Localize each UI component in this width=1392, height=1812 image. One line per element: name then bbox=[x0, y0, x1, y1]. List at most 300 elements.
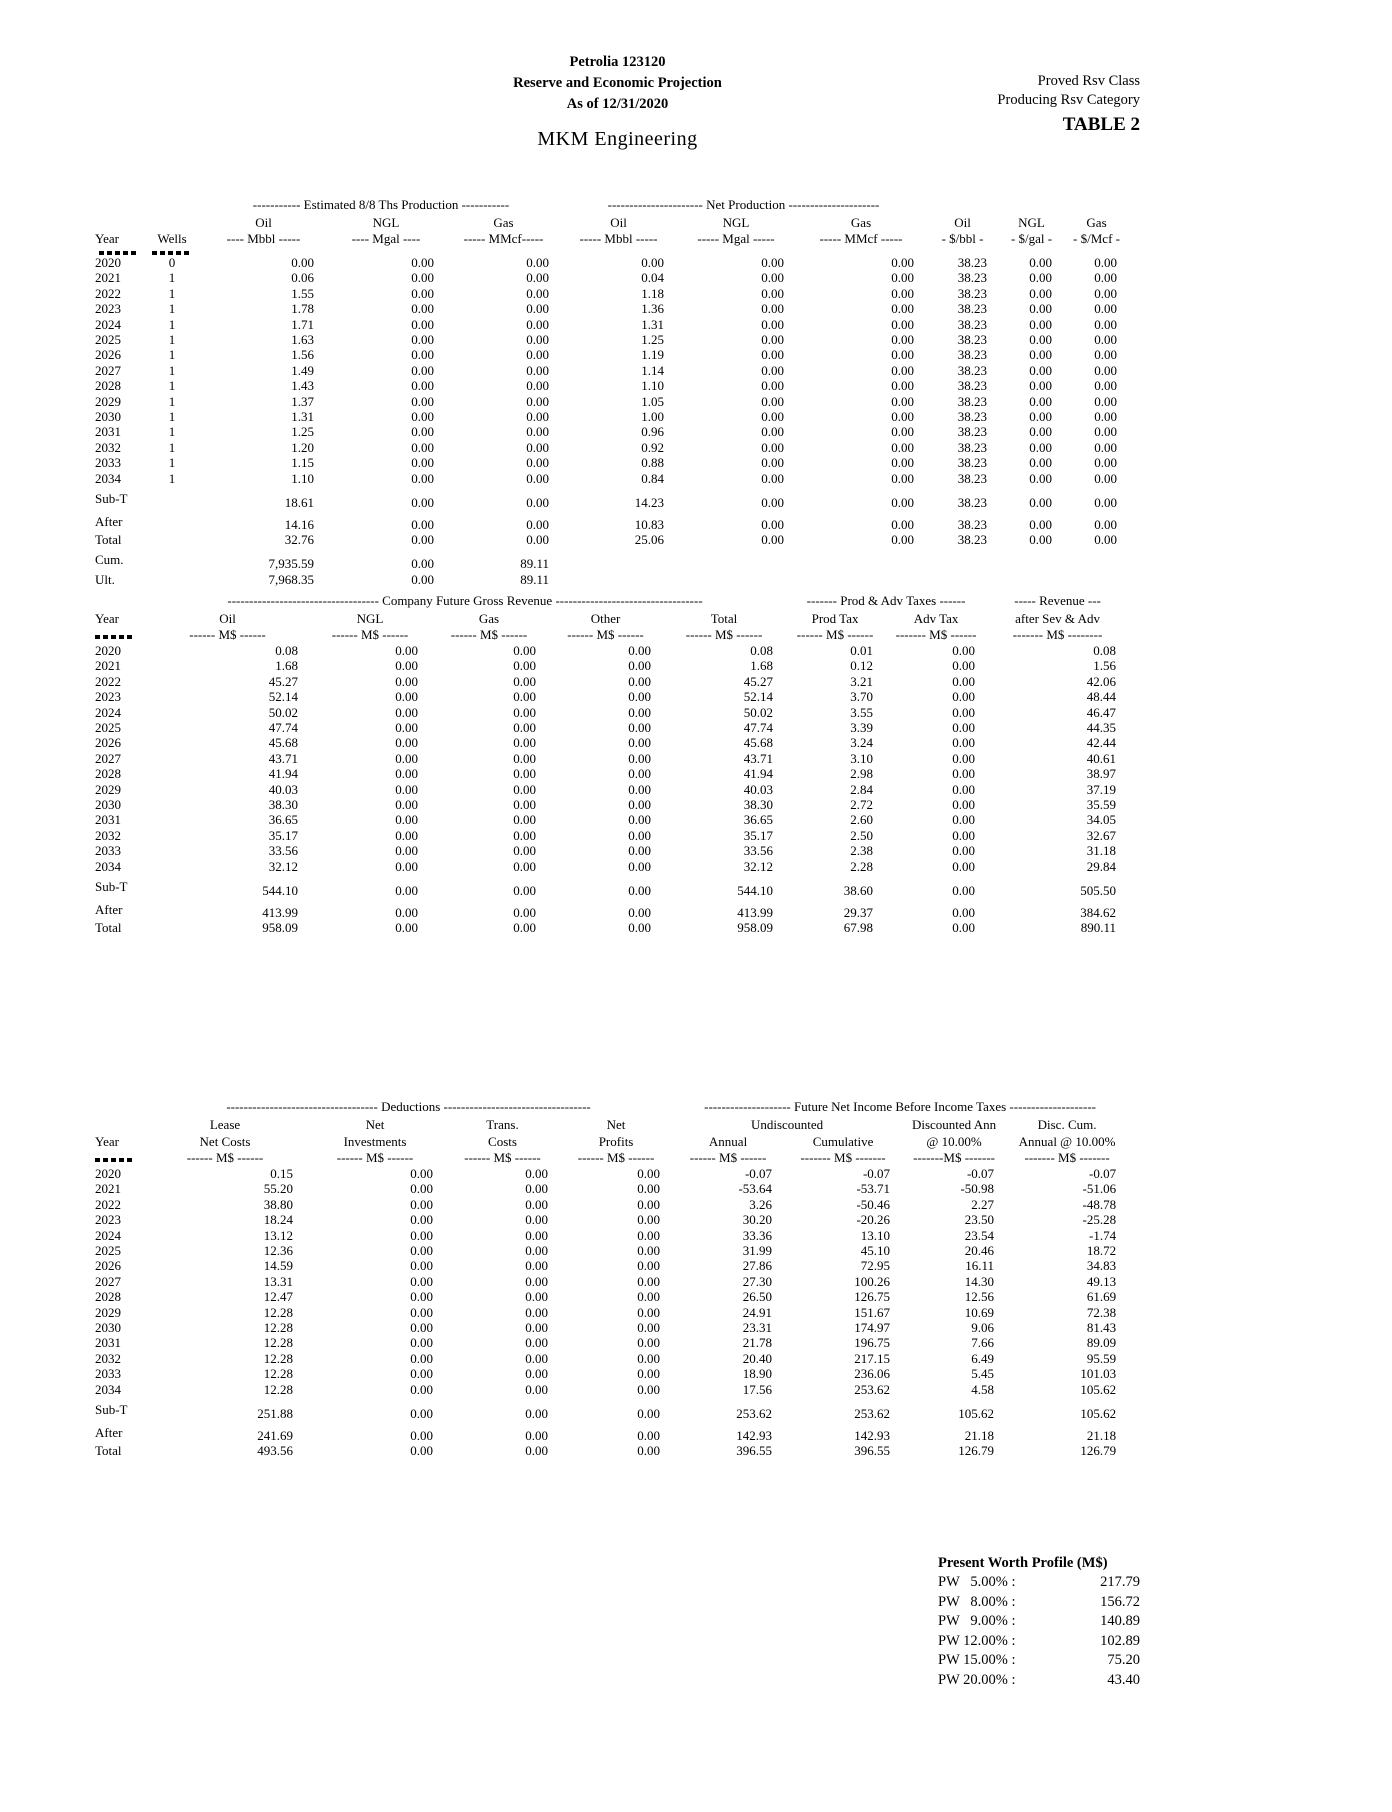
table-cell: 50.02 bbox=[743, 704, 774, 720]
net-income-table bbox=[95, 1098, 1128, 1458]
table-row bbox=[95, 378, 1129, 393]
unit-dollar-gal: - $/gal - bbox=[1010, 231, 1053, 246]
unit-ms: ------- M$ ------- bbox=[800, 1150, 886, 1165]
table-cell: 1.63 bbox=[291, 332, 314, 348]
table-cell: 12.28 bbox=[263, 1320, 293, 1336]
table-row bbox=[95, 547, 1129, 571]
table-cell: 0.00 bbox=[525, 1335, 548, 1351]
table-cell: 0.00 bbox=[410, 1366, 433, 1382]
table-cell: 81.43 bbox=[1086, 1320, 1117, 1336]
table-row bbox=[95, 658, 1128, 673]
year-underline bbox=[95, 247, 143, 255]
table-cell: -53.64 bbox=[738, 1181, 773, 1197]
table-cell: 0.00 bbox=[637, 1427, 661, 1443]
table-cell: 493.56 bbox=[257, 1442, 293, 1458]
table-cell: 544.10 bbox=[262, 883, 298, 899]
table-cell: 43.71 bbox=[268, 750, 298, 766]
table-cell: Sub-T bbox=[95, 490, 128, 506]
col-after-sev-adv: after Sev & Adv bbox=[1015, 611, 1100, 626]
table-cell: 958.09 bbox=[737, 919, 774, 935]
table-cell: 0.00 bbox=[291, 255, 314, 270]
pw-value: 43.40 bbox=[1107, 1671, 1140, 1688]
table-cell: 95.59 bbox=[1086, 1350, 1117, 1366]
table-cell: 61.69 bbox=[1086, 1289, 1117, 1305]
table-cell: 0.00 bbox=[513, 673, 536, 689]
spacer bbox=[926, 196, 1129, 214]
table-cell: 0.00 bbox=[395, 720, 418, 736]
table-cell: 0.00 bbox=[395, 766, 418, 782]
table-cell: 1.31 bbox=[641, 316, 665, 332]
table-cell: 0.00 bbox=[395, 919, 418, 935]
table-cell: 0 bbox=[168, 255, 176, 270]
table-cell: 0.00 bbox=[891, 531, 915, 547]
table-cell: 0.00 bbox=[513, 766, 536, 782]
pw-value: 140.89 bbox=[1100, 1613, 1140, 1630]
col-oil: Oil bbox=[255, 215, 272, 230]
table-cell: 3.70 bbox=[850, 689, 874, 705]
table-cell: 0.00 bbox=[891, 393, 915, 409]
table-cell: 1 bbox=[168, 285, 176, 301]
table-cell: 0.00 bbox=[761, 285, 785, 301]
table-cell: 100.26 bbox=[854, 1273, 891, 1289]
table-row bbox=[95, 1212, 1128, 1227]
unit-ms: ------ M$ ------ bbox=[189, 627, 266, 642]
unit-ms: ------ M$ ------ bbox=[796, 627, 874, 642]
table-row bbox=[95, 532, 1129, 547]
table-cell: 47.74 bbox=[268, 720, 298, 736]
table-row bbox=[95, 899, 1128, 920]
table-cell: 0.00 bbox=[952, 704, 976, 720]
table-cell: 0.00 bbox=[411, 516, 434, 532]
table-cell: 0.00 bbox=[952, 720, 976, 736]
table-cell: 1.68 bbox=[750, 658, 774, 674]
table-cell: 0.00 bbox=[1094, 455, 1118, 471]
table-cell: 0.00 bbox=[411, 455, 434, 471]
table-cell: 0.00 bbox=[891, 378, 915, 394]
table-cell: 0.00 bbox=[637, 1227, 661, 1243]
table-cell: 67.98 bbox=[843, 919, 874, 935]
table-cell: 38.23 bbox=[957, 316, 988, 332]
table-cell: 29.84 bbox=[1086, 858, 1117, 874]
table-cell: 0.84 bbox=[641, 470, 665, 486]
units-row bbox=[95, 231, 1129, 247]
table-cell: 0.00 bbox=[525, 1350, 548, 1366]
table-cell: 0.00 bbox=[1094, 495, 1118, 511]
table-row bbox=[95, 455, 1129, 470]
table-cell: 0.00 bbox=[1029, 470, 1053, 486]
table-cell: Sub-T bbox=[95, 878, 128, 894]
table-cell: 21.18 bbox=[964, 1427, 995, 1443]
table-cell: 1 bbox=[168, 439, 176, 455]
table-cell: 0.00 bbox=[513, 750, 536, 766]
table-cell: 126.79 bbox=[1080, 1442, 1117, 1458]
table-cell: 1 bbox=[168, 332, 176, 348]
table-cell: 38.23 bbox=[957, 378, 988, 394]
table-cell: 0.00 bbox=[637, 1320, 661, 1336]
table-cell: 6.49 bbox=[971, 1350, 995, 1366]
table-cell: 0.00 bbox=[526, 255, 550, 270]
table-cell: 0.00 bbox=[410, 1381, 433, 1397]
unit-ms: ------- M$ ------ bbox=[895, 627, 977, 642]
table-cell: 0.96 bbox=[641, 424, 665, 440]
table-cell: 2033 bbox=[95, 843, 121, 859]
table-cell: 0.00 bbox=[513, 643, 536, 658]
table-row bbox=[95, 1366, 1128, 1381]
table-cell: 0.00 bbox=[411, 362, 434, 378]
table-cell: 0.00 bbox=[410, 1350, 433, 1366]
table-cell: 38.23 bbox=[957, 531, 988, 547]
table-cell: 33.36 bbox=[742, 1227, 773, 1243]
table-cell: 2031 bbox=[95, 424, 121, 440]
table-cell: 0.00 bbox=[761, 531, 785, 547]
table-cell: 38.30 bbox=[268, 797, 298, 813]
table-cell: 1.78 bbox=[291, 301, 314, 317]
table-cell: 0.00 bbox=[411, 393, 434, 409]
table-cell: 1 bbox=[168, 378, 176, 394]
table-cell: 0.00 bbox=[637, 1273, 661, 1289]
table-cell: 38.23 bbox=[957, 455, 988, 471]
table-cell: 2033 bbox=[95, 1366, 121, 1382]
table-cell: 38.23 bbox=[957, 270, 988, 286]
table-cell: 36.65 bbox=[268, 812, 298, 828]
table-cell: 0.00 bbox=[637, 1381, 661, 1397]
col-discounted-ann: Discounted Ann bbox=[911, 1117, 997, 1132]
table-cell: 2023 bbox=[95, 301, 121, 317]
wells-label: Wells bbox=[157, 231, 187, 246]
table-cell: 0.00 bbox=[526, 424, 550, 440]
table-row bbox=[95, 424, 1129, 439]
col-at-10pct: @ 10.00% bbox=[926, 1134, 982, 1149]
table-cell: 1.00 bbox=[641, 409, 665, 425]
super-names-row bbox=[95, 1116, 1128, 1133]
table-cell: 0.00 bbox=[411, 301, 434, 317]
table-cell: Total bbox=[95, 1442, 122, 1458]
table-cell: 3.21 bbox=[850, 673, 874, 689]
table-cell: 0.00 bbox=[526, 332, 550, 348]
col-net-prof: Net bbox=[606, 1117, 626, 1132]
table-row bbox=[95, 440, 1129, 455]
table-row bbox=[95, 705, 1128, 720]
table-cell: 0.00 bbox=[411, 495, 434, 511]
col-trans: Trans. bbox=[486, 1117, 519, 1132]
table-row bbox=[95, 797, 1128, 812]
table-cell: 38.23 bbox=[957, 470, 988, 486]
table-cell: 0.00 bbox=[526, 393, 550, 409]
table-cell: 0.00 bbox=[513, 919, 536, 935]
table-cell: 0.00 bbox=[525, 1289, 548, 1305]
table-cell: After bbox=[95, 1424, 123, 1440]
table-cell: 23.50 bbox=[964, 1212, 995, 1228]
col-prod-tax: Prod Tax bbox=[811, 611, 859, 626]
net-income-after-total bbox=[95, 1422, 1128, 1459]
table-cell: 72.38 bbox=[1086, 1304, 1117, 1320]
table-cell: -50.46 bbox=[856, 1196, 891, 1212]
table-cell: 0.00 bbox=[525, 1212, 548, 1228]
table-cell: 105.62 bbox=[1080, 1406, 1117, 1422]
table-cell: 0.00 bbox=[952, 781, 976, 797]
table-row bbox=[95, 874, 1128, 898]
col-net-ngl: NGL bbox=[722, 215, 750, 230]
table-cell: 0.00 bbox=[891, 439, 915, 455]
table-cell: 396.55 bbox=[854, 1442, 891, 1458]
table-cell: 89.11 bbox=[520, 571, 550, 587]
col-gas: Gas bbox=[493, 215, 514, 230]
table-cell: 52.14 bbox=[268, 689, 298, 705]
table-cell: 45.27 bbox=[743, 673, 774, 689]
table-cell: 0.00 bbox=[1029, 439, 1053, 455]
table-cell: 1.19 bbox=[641, 347, 665, 363]
table-cell: 0.00 bbox=[526, 362, 550, 378]
table-cell: 2031 bbox=[95, 1335, 121, 1351]
spacer bbox=[95, 1116, 145, 1133]
table-cell bbox=[143, 572, 201, 587]
table-cell: 142.93 bbox=[854, 1427, 891, 1443]
table-cell: 13.12 bbox=[263, 1227, 293, 1243]
table-cell: 2.60 bbox=[850, 812, 874, 828]
table-cell: 41.94 bbox=[268, 766, 298, 782]
table-cell: 0.00 bbox=[952, 919, 976, 935]
group-header-row bbox=[95, 592, 1128, 610]
table-cell: 2021 bbox=[95, 1181, 121, 1197]
table-cell: 3.24 bbox=[850, 735, 874, 751]
table-row bbox=[95, 782, 1128, 797]
as-of-date: As of 12/31/2020 bbox=[566, 96, 669, 112]
table-cell: 0.00 bbox=[526, 270, 550, 286]
net-income-subtotal bbox=[95, 1397, 1128, 1421]
table-cell: 18.61 bbox=[284, 495, 314, 511]
table-cell: 1.25 bbox=[641, 332, 665, 348]
table-row bbox=[95, 720, 1128, 735]
table-cell: 1.05 bbox=[641, 393, 665, 409]
table-row bbox=[95, 471, 1129, 486]
table-cell: 0.00 bbox=[526, 285, 550, 301]
table-cell: 0.88 bbox=[641, 455, 665, 471]
table-cell: 0.00 bbox=[628, 720, 651, 736]
table-cell: 0.08 bbox=[1093, 643, 1117, 658]
table-cell: 0.00 bbox=[410, 1243, 433, 1259]
spacer bbox=[95, 592, 145, 610]
table-cell: 38.23 bbox=[957, 347, 988, 363]
prod-adv-taxes-group: ------- Prod & Adv Taxes ------ bbox=[806, 593, 966, 608]
unit-ms: ------ M$ ------ bbox=[331, 627, 409, 642]
col-ngl-price: NGL bbox=[1018, 215, 1045, 230]
table-cell: 0.00 bbox=[1094, 378, 1118, 394]
table-cell: 38.23 bbox=[957, 255, 988, 270]
table-cell: 1.37 bbox=[291, 393, 314, 409]
table-cell: Total bbox=[95, 919, 122, 935]
table-cell: 7.66 bbox=[971, 1335, 995, 1351]
table-cell: 1.56 bbox=[291, 347, 314, 363]
unit-ms: ------- M$ ------- bbox=[1024, 1150, 1110, 1165]
table-cell: 384.62 bbox=[1080, 904, 1117, 920]
table-cell: -0.07 bbox=[1089, 1166, 1117, 1181]
table-cell: 0.00 bbox=[891, 470, 915, 486]
table-cell: 38.23 bbox=[957, 332, 988, 348]
table-cell: 2.27 bbox=[971, 1196, 995, 1212]
table-cell: 2027 bbox=[95, 750, 121, 766]
table-cell: 0.00 bbox=[761, 495, 785, 511]
table-cell: 0.00 bbox=[891, 409, 915, 425]
table-cell: 1.71 bbox=[291, 316, 314, 332]
table-cell: 0.00 bbox=[628, 689, 651, 705]
table-cell: 1.49 bbox=[291, 362, 314, 378]
table-cell: 0.00 bbox=[1029, 255, 1053, 270]
table-cell: 2025 bbox=[95, 720, 121, 736]
table-cell: 0.00 bbox=[891, 301, 915, 317]
table-cell: 0.00 bbox=[761, 516, 785, 532]
table-cell: 0.00 bbox=[637, 1366, 661, 1382]
table-cell: 2027 bbox=[95, 1273, 121, 1289]
table-cell: 0.00 bbox=[761, 439, 785, 455]
unit-net-mbbl: ----- Mbbl ----- bbox=[579, 231, 658, 246]
table-cell: -0.07 bbox=[862, 1166, 891, 1181]
table-cell: 0.00 bbox=[395, 904, 418, 920]
table-cell: 241.69 bbox=[257, 1427, 293, 1443]
col-annual: Annual bbox=[708, 1134, 748, 1149]
table-cell: 2.84 bbox=[850, 781, 874, 797]
table-cell: 0.00 bbox=[395, 827, 418, 843]
table-cell: 174.97 bbox=[854, 1320, 891, 1336]
col-gas: Gas bbox=[478, 611, 500, 626]
unit-ms: ------ M$ ------ bbox=[464, 1150, 541, 1165]
spacer bbox=[201, 247, 1129, 255]
table-cell: 42.44 bbox=[1086, 735, 1117, 751]
table-cell: 0.00 bbox=[395, 673, 418, 689]
pw-row bbox=[938, 1651, 1140, 1671]
unit-ms: ------ M$ ------ bbox=[577, 1150, 655, 1165]
table-cell: 142.93 bbox=[736, 1427, 773, 1443]
table-cell: 0.00 bbox=[410, 1320, 433, 1336]
table-cell: 4.58 bbox=[971, 1381, 995, 1397]
table-row bbox=[95, 1351, 1128, 1366]
table-cell: 32.12 bbox=[268, 858, 298, 874]
table-cell: 0.00 bbox=[395, 704, 418, 720]
year-label: Year bbox=[95, 231, 119, 246]
table-cell: 40.03 bbox=[268, 781, 298, 797]
pw-value: 217.79 bbox=[1100, 1574, 1140, 1590]
revenue-after-group: ----- Revenue --- bbox=[1014, 593, 1101, 608]
table-row bbox=[95, 812, 1128, 827]
pw-row bbox=[938, 1632, 1140, 1652]
spacer bbox=[95, 214, 143, 231]
table-cell: 3.55 bbox=[850, 704, 874, 720]
table-row bbox=[95, 751, 1128, 766]
table-cell: 0.00 bbox=[395, 812, 418, 828]
table-cell: 890.11 bbox=[1080, 919, 1117, 935]
table-row bbox=[95, 332, 1129, 347]
col-undiscounted: Undiscounted bbox=[750, 1117, 824, 1132]
table-cell: 0.00 bbox=[637, 1442, 661, 1458]
table-cell: 0.00 bbox=[637, 1335, 661, 1351]
table-row bbox=[95, 1443, 1128, 1458]
table-cell: 2028 bbox=[95, 378, 121, 394]
table-cell: 0.00 bbox=[525, 1304, 548, 1320]
table-cell: 0.00 bbox=[952, 797, 976, 813]
table-cell: 0.00 bbox=[525, 1366, 548, 1382]
table-cell: 1.55 bbox=[291, 285, 314, 301]
table-cell: 0.00 bbox=[395, 689, 418, 705]
table-cell: 0.00 bbox=[1029, 362, 1053, 378]
table-cell: 1 bbox=[168, 409, 176, 425]
table-cell: 151.67 bbox=[854, 1304, 891, 1320]
table-cell: 2.50 bbox=[850, 827, 874, 843]
table-cell: 12.28 bbox=[263, 1381, 293, 1397]
table-cell: 0.00 bbox=[410, 1273, 433, 1289]
table-row bbox=[95, 1422, 1128, 1443]
table-row bbox=[95, 1197, 1128, 1212]
table-cell: 0.00 bbox=[411, 424, 434, 440]
table-cell: 0.00 bbox=[1029, 270, 1053, 286]
table-cell: -48.78 bbox=[1082, 1196, 1117, 1212]
table-cell: 0.00 bbox=[411, 316, 434, 332]
table-row bbox=[95, 511, 1129, 532]
table-cell bbox=[143, 486, 201, 510]
table-cell: 0.00 bbox=[628, 919, 651, 935]
production-table bbox=[95, 196, 1129, 587]
table-cell: 2028 bbox=[95, 766, 121, 782]
table-cell: 45.10 bbox=[860, 1243, 891, 1259]
table-cell: 47.74 bbox=[743, 720, 774, 736]
group-header-row bbox=[95, 196, 1129, 214]
table-cell: Total bbox=[95, 531, 122, 547]
year-label: Year bbox=[95, 611, 119, 626]
table-cell: 0.00 bbox=[411, 531, 434, 547]
table-cell: 0.00 bbox=[628, 827, 651, 843]
table-cell: 0.00 bbox=[395, 658, 418, 674]
table-cell bbox=[143, 532, 201, 547]
table-cell: 0.00 bbox=[513, 797, 536, 813]
table-cell: 0.04 bbox=[641, 270, 665, 286]
table-cell: 0.00 bbox=[525, 1166, 548, 1181]
table-cell: 0.00 bbox=[513, 735, 536, 751]
table-cell: 35.59 bbox=[1086, 797, 1117, 813]
table-cell: 1.15 bbox=[291, 455, 314, 471]
pw-rate-label: PW 9.00% : bbox=[938, 1613, 1016, 1630]
table-cell: 37.19 bbox=[1086, 781, 1117, 797]
table-cell: 0.00 bbox=[410, 1258, 433, 1274]
column-names-row bbox=[95, 214, 1129, 231]
table-cell: 24.91 bbox=[742, 1304, 773, 1320]
group-header-row bbox=[95, 1098, 1128, 1116]
table-cell: 72.95 bbox=[860, 1258, 891, 1274]
table-cell: 0.00 bbox=[410, 1227, 433, 1243]
table-cell: 38.23 bbox=[957, 424, 988, 440]
col-annual-at-10pct: Annual @ 10.00% bbox=[1018, 1134, 1116, 1149]
table-cell: 1.31 bbox=[291, 409, 314, 425]
table-row bbox=[95, 828, 1128, 843]
table-cell: 0.00 bbox=[1094, 470, 1118, 486]
table-cell: 21.78 bbox=[742, 1335, 773, 1351]
table-row bbox=[95, 1335, 1128, 1350]
table-cell: 43.71 bbox=[743, 750, 774, 766]
table-row bbox=[95, 255, 1129, 270]
col-disc-cum: Disc. Cum. bbox=[1037, 1117, 1097, 1132]
rsv-category: Producing Rsv Category bbox=[997, 92, 1140, 108]
table-cell: 413.99 bbox=[262, 904, 298, 920]
table-cell: 0.00 bbox=[761, 316, 785, 332]
table-cell: 35.17 bbox=[268, 827, 298, 843]
table-cell: 0.00 bbox=[952, 766, 976, 782]
table-cell: 0.00 bbox=[410, 1212, 433, 1228]
table-row bbox=[95, 1166, 1128, 1181]
pw-value: 75.20 bbox=[1107, 1652, 1140, 1669]
table-cell: 0.00 bbox=[525, 1381, 548, 1397]
table-cell: Ult. bbox=[95, 571, 115, 587]
table-cell: 0.00 bbox=[891, 347, 915, 363]
table-cell: 0.00 bbox=[891, 270, 915, 286]
col-total: Total bbox=[710, 611, 738, 626]
table-cell: 0.00 bbox=[952, 735, 976, 751]
